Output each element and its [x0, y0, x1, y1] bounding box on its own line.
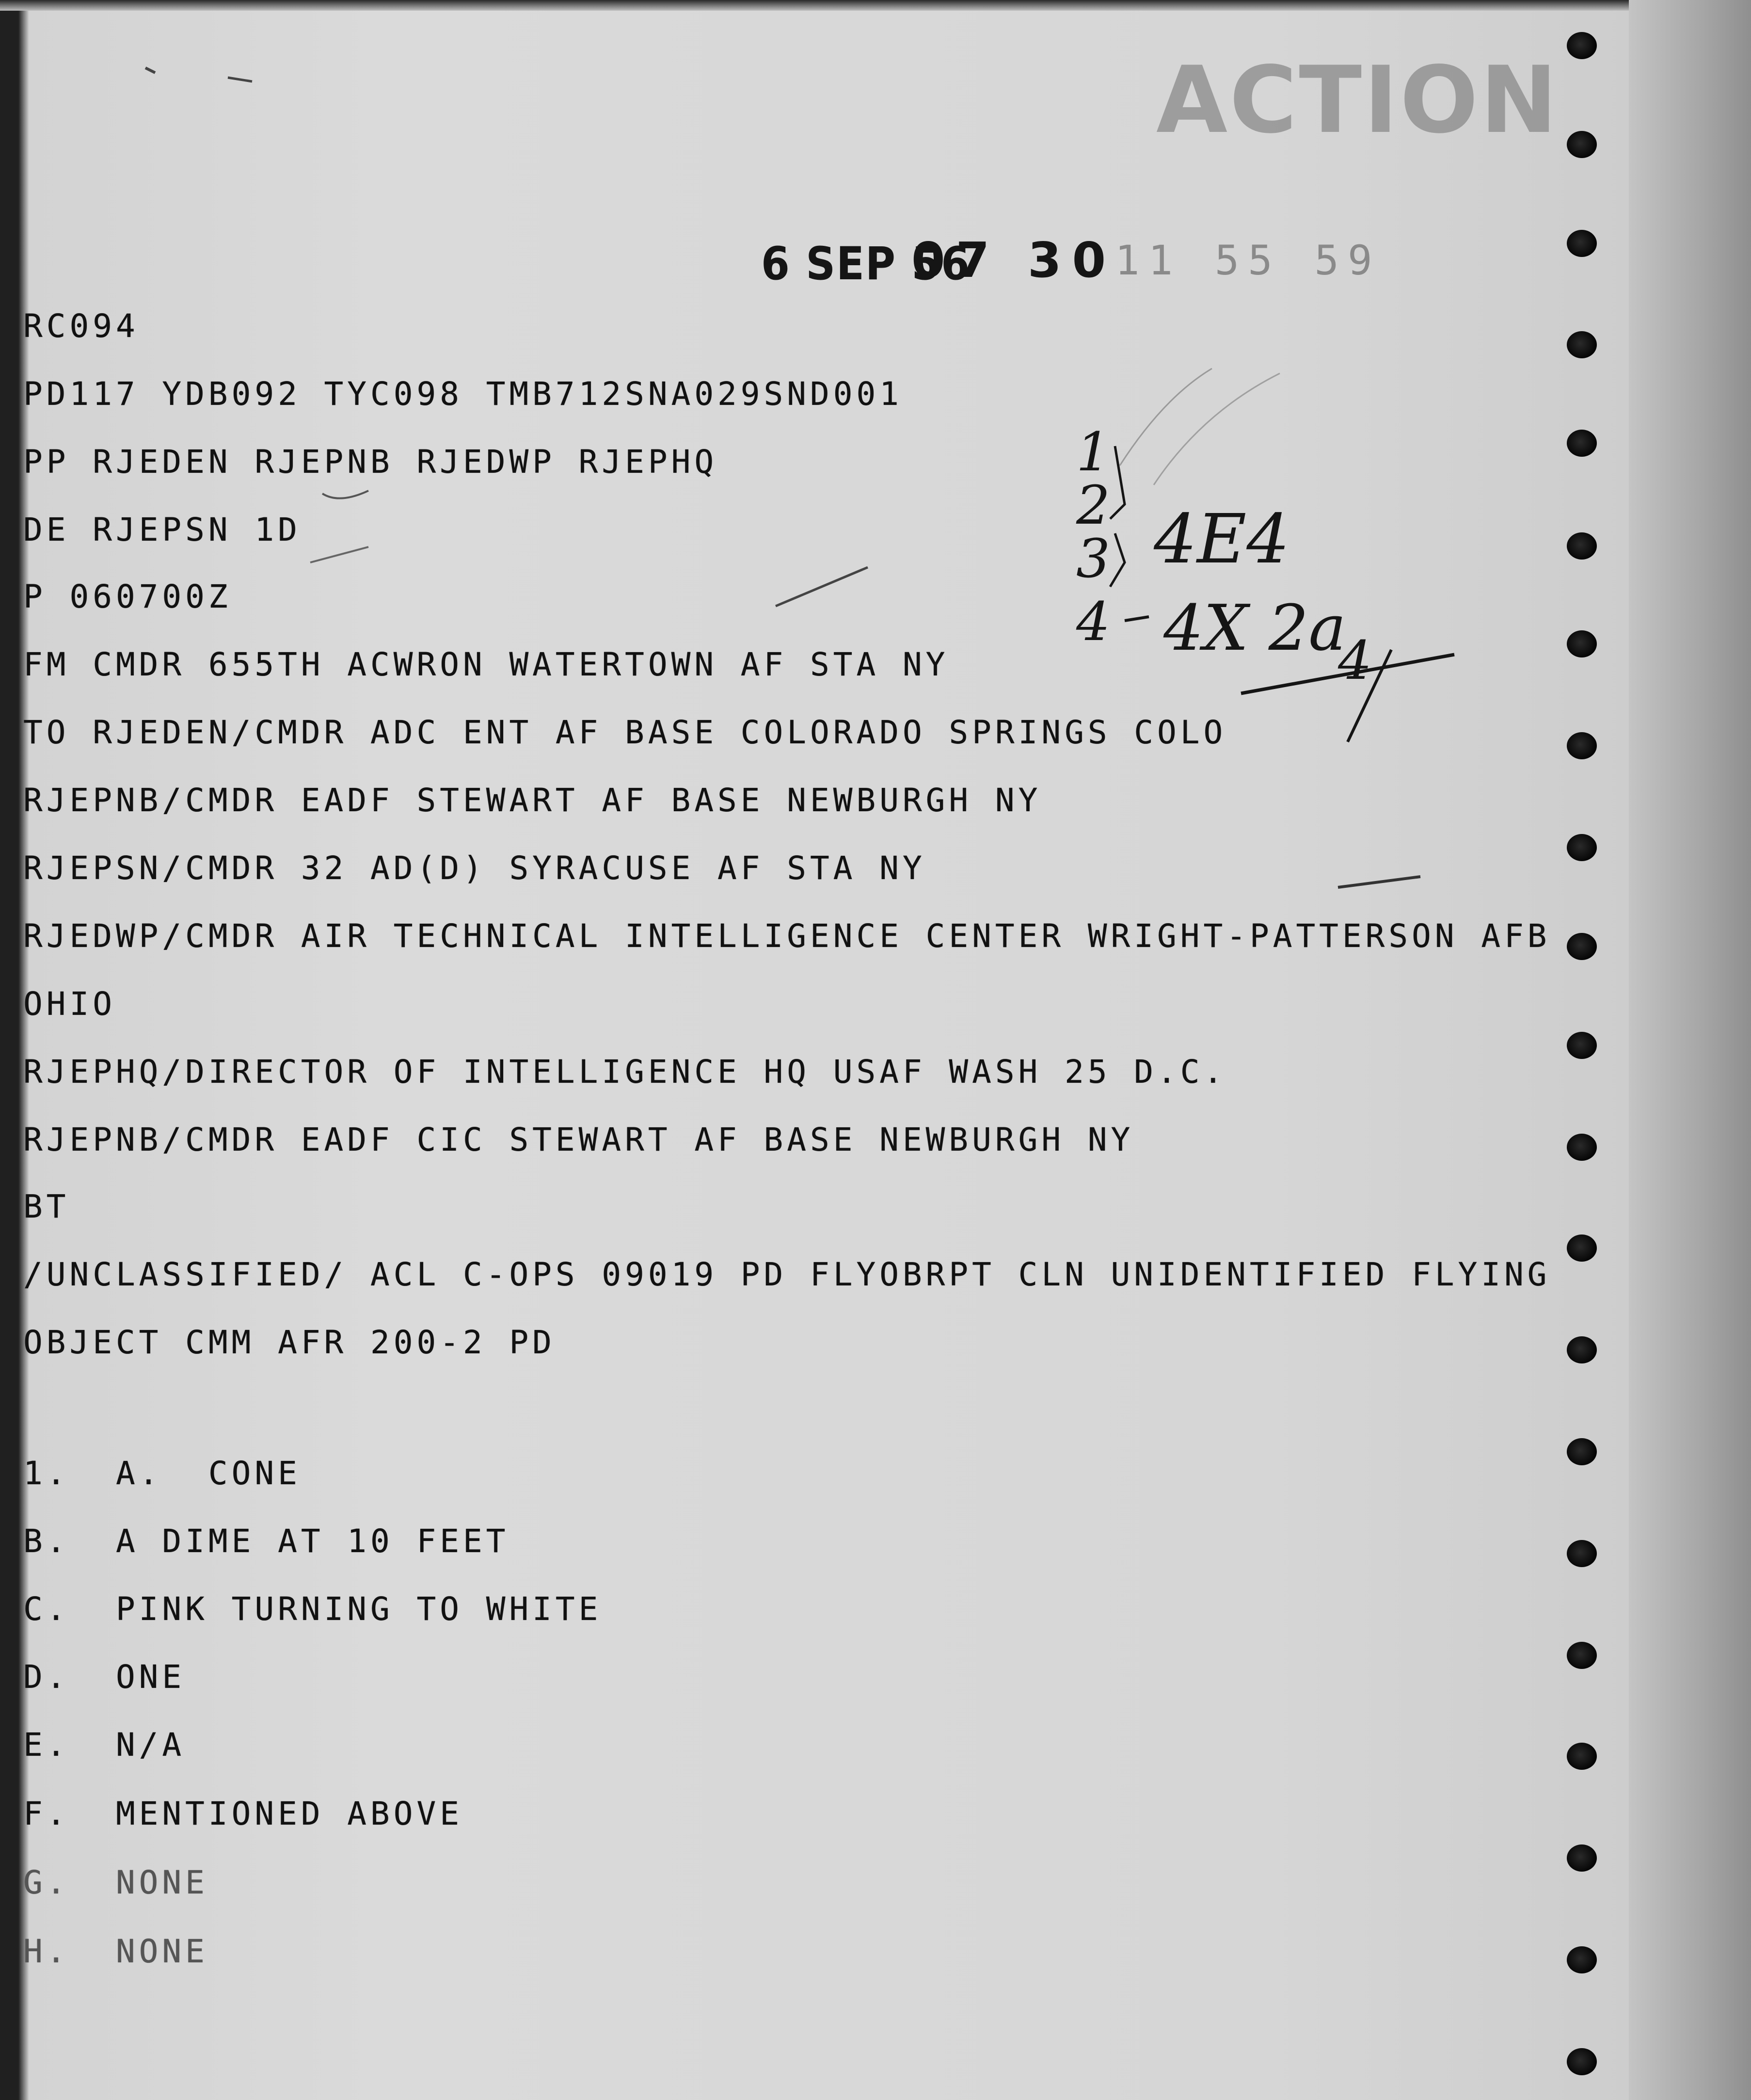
date-stamp: 6 SEP 56: [761, 238, 971, 290]
report-item: H. NONE: [23, 1933, 208, 1970]
handwritten-struck-number: 4: [1338, 629, 1372, 691]
report-item: 1. A. CONE: [23, 1455, 301, 1492]
addressee-line: RJEDWP/CMDR AIR TECHNICAL INTELLIGENCE CENTER WRIGHT-PATTERSON AFB: [23, 917, 1551, 955]
addressee-line: TO RJEDEN/CMDR ADC ENT AF BASE COLORADO SPRINGS COLO: [23, 714, 1227, 751]
handwritten-number: 4: [1076, 591, 1110, 653]
addressee-line: RJEPNB/CMDR EADF STEWART AF BASE NEWBURGH NY: [23, 782, 1042, 819]
subject-line-2: OBJECT CMM AFR 200-2 PD: [23, 1324, 556, 1361]
addressee-line: RJEPNB/CMDR EADF CIC STEWART AF BASE NEWBURGH NY: [23, 1121, 1134, 1158]
report-item: C. PINK TURNING TO WHITE: [23, 1590, 602, 1628]
time-stamp: 07 30: [911, 232, 1117, 289]
addressee-line: RJEPHQ/DIRECTOR OF INTELLIGENCE HQ USAF WASH 25 D.C.: [23, 1053, 1227, 1090]
handwritten-annotation: [1057, 359, 1493, 756]
handwritten-code: 4E4: [1154, 500, 1290, 579]
date-time-group: P 060700Z: [23, 578, 232, 615]
faint-time-stamp: 11 55 59: [1115, 237, 1381, 284]
report-item: B. A DIME AT 10 FEET: [23, 1523, 509, 1560]
handwritten-number: 1: [1076, 421, 1110, 483]
handwritten-number: 2: [1076, 474, 1110, 536]
report-item: D. ONE: [23, 1658, 186, 1696]
routing-line-1: RC094: [23, 307, 139, 345]
from-line: FM CMDR 655TH ACWRON WATERTOWN AF STA NY: [23, 646, 949, 683]
break-marker: BT: [23, 1188, 70, 1225]
routing-line-2: PD117 YDB092 TYC098 TMB712SNA029SND001: [23, 375, 903, 413]
addressee-line: OHIO: [23, 985, 116, 1023]
subject-line-1: /UNCLASSIFIED/ ACL C-OPS 09019 PD FLYOBRPT CLN UNIDENTIFIED FLYING: [23, 1256, 1551, 1293]
report-item: F. MENTIONED ABOVE: [23, 1795, 463, 1832]
report-item: G. NONE: [23, 1864, 208, 1901]
handwritten-code: 4X 2a: [1163, 591, 1346, 665]
precedence-line: PP RJEDEN RJEPNB RJEDWP RJEPHQ: [23, 443, 718, 481]
action-stamp: ACTION: [1156, 47, 1560, 154]
report-item: E. N/A: [23, 1726, 186, 1763]
addressee-line: RJEPSN/CMDR 32 AD(D) SYRACUSE AF STA NY: [23, 850, 926, 887]
originator-station-line: DE RJEPSN 1D: [23, 511, 301, 548]
handwritten-number: 3: [1076, 528, 1110, 590]
